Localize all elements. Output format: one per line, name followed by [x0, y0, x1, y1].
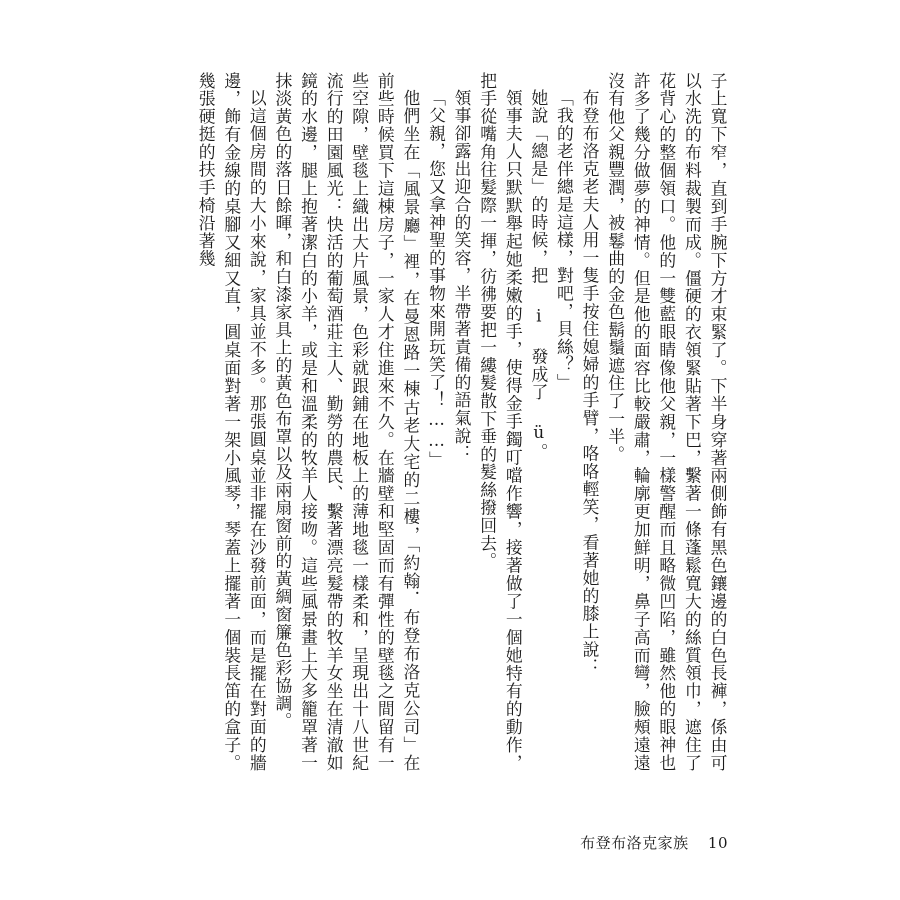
running-title: 布登布洛克家族	[580, 834, 689, 852]
paragraph: 她說「總是」的時候，把 i 發成了 ü。	[528, 88, 549, 461]
paragraph: 領事夫人只默默舉起她柔嫩的手，使得金手鐲叮噹作響，接著做了一個她特有的動作，把手從嘴角往髮際一揮，彷彿要把一縷髮散下垂的髮絲撥回去。	[477, 72, 524, 772]
vertical-text-body	[190, 72, 730, 772]
dialogue-line: 「父親，您又拿神聖的事物來開玩笑了！……」	[426, 88, 447, 469]
paragraph: 領事卻露出迎合的笑容，半帶著責備的語氣說：	[452, 88, 473, 463]
paragraph: 布登布洛克老夫人用一隻手按住媳婦的手臂，咯咯輕笑，看著她的膝上說：	[580, 88, 601, 676]
paragraph: 以這個房間的大小來說，家具並不多。那張圓桌並非擺在沙發前面，而是擺在對面的牆邊，飾有金線的桌腳又細又直，圓桌面對著一架小風琴，琴蓋上擺著一個裝長笛的盒子。幾張硬挺的扶手椅沿著幾	[196, 72, 268, 772]
paragraph: 他們坐在「風景廳」裡，在曼恩路一棟古老大宅的二樓，「約翰．布登布洛克公司」在前些時候買下這棟房子，一家人才住進來不久。在牆壁和堅固而有彈性的壁毯之間留有一些空隙，壁毯上織出大片風景，色彩就跟鋪在地板上的薄地毯一樣柔和，呈現出十八世紀流行的田園風光：快活的葡萄酒莊主人、勤勞的農民、繫著漂亮髮帶的牧羊女坐在清澈如鏡的水邊，腿上抱著潔白的小羊，或是和溫柔的牧羊人接吻。這些風景畫上大多籠罩著一抹淡黃色的落日餘暉，和白漆家具上的黃色布罩以及兩扇窗前的黃綢窗簾色彩協調。	[272, 72, 421, 772]
dialogue-line: 「我的老伴總是這樣，對吧，貝絲？」	[554, 88, 575, 392]
page-footer	[580, 832, 728, 853]
page-number: 10	[707, 834, 728, 852]
paragraph-continuation: 子上寬下窄，直到手腕下方才束緊了。下半身穿著兩側飾有黑色鑲邊的白色長褲，係由可以水洗的布料裁製而成。僵硬的衣領緊貼著下巴，繫著一條蓬鬆寬大的絲質領巾，遮住了花背心的整個領口。他的一雙藍眼睛像他父親，一樣警醒而且略微凹陷，雖然他的眼神也許多了幾分做夢的神情。但是他的面容比較嚴肅，輪廓更加鮮明，鼻子高而彎，臉頰遠遠沒有他父親豐潤，被鬈曲的金色鬍鬚遮住了一半。	[605, 72, 728, 772]
